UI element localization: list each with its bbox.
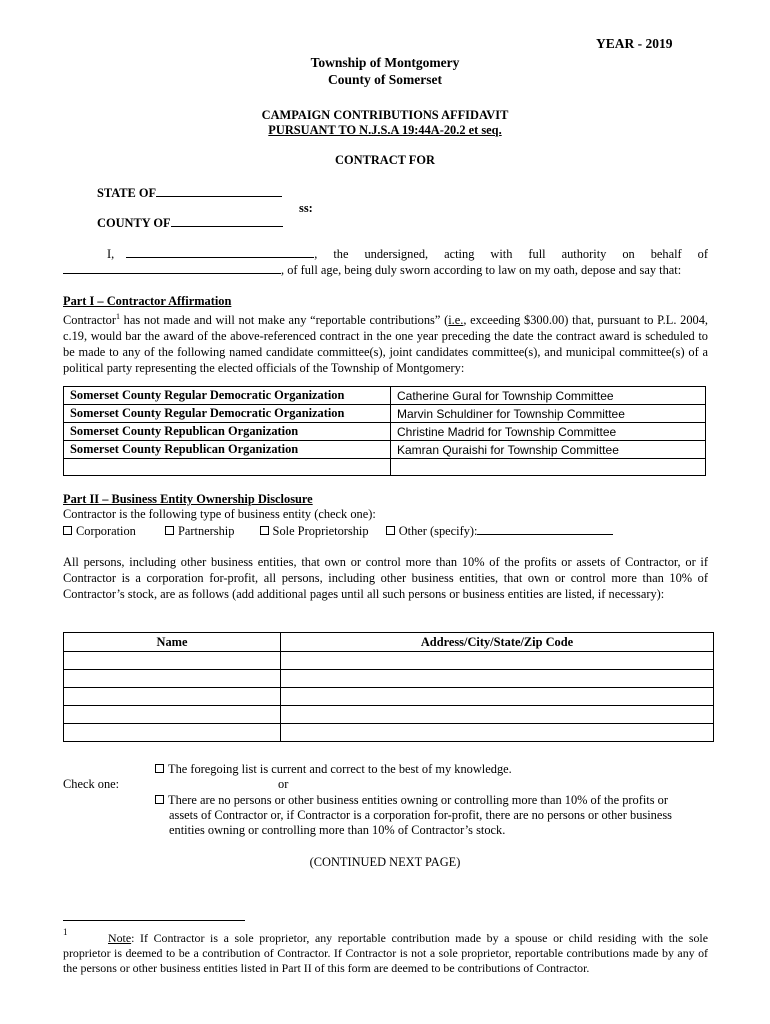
table-row — [64, 670, 714, 688]
oath-line-1 — [63, 246, 708, 262]
table-header-row — [64, 633, 714, 652]
option-sole-proprietorship[interactable] — [260, 524, 369, 538]
committee-candidate: Kamran Quraishi for Township Committee — [391, 441, 706, 459]
other-specify-blank[interactable] — [477, 523, 613, 535]
checkbox-icon[interactable] — [155, 795, 164, 804]
state-of-label: STATE OF — [97, 186, 157, 200]
option-corporation[interactable] — [63, 524, 136, 538]
name-cell[interactable] — [64, 670, 281, 688]
table-row-empty — [64, 459, 706, 476]
committee-candidate: Catherine Gural for Township Committee — [391, 387, 706, 405]
table-row — [64, 724, 714, 742]
part1-paragraph — [63, 309, 708, 376]
name-cell[interactable] — [64, 688, 281, 706]
address-cell[interactable] — [281, 688, 714, 706]
affiant-name-blank[interactable] — [126, 246, 314, 258]
table-row — [64, 652, 714, 670]
county-of-label: COUNTY OF — [97, 216, 171, 230]
table-row — [64, 405, 706, 423]
footnote-number: 1 — [63, 927, 68, 937]
address-cell[interactable] — [281, 706, 714, 724]
checkbox-icon[interactable] — [386, 526, 395, 535]
name-cell[interactable] — [64, 724, 281, 742]
option-partnership[interactable] — [165, 524, 234, 538]
oath-line1-text: , the undersigned, acting with full authority on behalf of — [314, 247, 708, 261]
contract-for: CONTRACT FOR — [335, 153, 435, 167]
committee-candidate: Christine Madrid for Township Committee — [391, 423, 706, 441]
entity-type-options — [63, 523, 723, 539]
county-blank[interactable] — [171, 215, 283, 227]
checkbox-icon[interactable] — [63, 526, 72, 535]
committee-org: Somerset County Republican Organization — [64, 423, 391, 441]
oath-line-2 — [63, 262, 713, 278]
part1-text-a: has not made and will not make any “reportable contributions” ( — [120, 313, 449, 328]
year-label: YEAR - 2019 — [596, 36, 673, 51]
ss-label: ss: — [299, 201, 313, 215]
committee-candidate: Marvin Schuldiner for Township Committee — [391, 405, 706, 423]
committee-org: Somerset County Republican Organization — [64, 441, 391, 459]
footnote-divider — [63, 920, 245, 921]
check-option-2 — [155, 793, 668, 808]
part1-heading: Part I – Contractor Affirmation — [63, 294, 232, 308]
part1-text-b: , exceeding $300.00) that, pursuant to P.L. 2004, c.19, would bar the award of the above-referenced contract in the one year preceding the date the contract award is scheduled to be made to any of the following named candidate committee(s), joint candidates committee(s), and municipal committee(s) of a political party representing the elected officials of the Township of Montgomery: — [63, 313, 709, 376]
committee-org: Somerset County Regular Democratic Organization — [64, 405, 391, 423]
check-option-2-line-2: assets of Contractor or, if Contractor is a corporation for-profit, there are no persons or other business — [169, 808, 672, 822]
pursuant-statute: PURSUANT TO N.J.S.A 19:44A-20.2 et seq. — [268, 123, 502, 137]
name-cell[interactable] — [64, 706, 281, 724]
option-other[interactable] — [386, 524, 614, 538]
check-option-2-line-1: There are no persons or other business entities owning or controlling more than 10% of the profits or — [168, 793, 668, 807]
option-partnership-label: Partnership — [178, 524, 235, 538]
footnote-body: : If Contractor is a sole proprietor, any reportable contribution made by a spouse or child residing with the sole proprietor is deemed to be a contribution of Contractor. If Contractor is not a sole proprietor, reportable contributions made by any of the persons or other business entities listed in Part II of this form are deemed to be contributions of Contractor. — [63, 931, 708, 975]
empty-cell[interactable] — [391, 459, 706, 476]
option-sole-label: Sole Proprietorship — [272, 524, 369, 538]
table-row — [64, 441, 706, 459]
footnote-text — [63, 931, 708, 976]
county-of-line — [97, 215, 283, 231]
option-other-label: Other (specify): — [398, 524, 478, 538]
address-cell[interactable] — [281, 652, 714, 670]
check-one-label: Check one: — [63, 777, 120, 791]
state-blank[interactable] — [156, 185, 282, 197]
committee-table — [63, 386, 706, 476]
check-option-2-line-3: entities owning or controlling more than 10% of Contractor’s stock. — [169, 823, 506, 837]
check-option-1-label: The foregoing list is current and correct to the best of my knowledge. — [168, 762, 512, 776]
option-corporation-label: Corporation — [76, 524, 136, 538]
footnote-ref: 1 — [116, 312, 120, 321]
contractor-word: Contractor — [63, 313, 116, 328]
address-cell[interactable] — [281, 670, 714, 688]
committee-org: Somerset County Regular Democratic Organization — [64, 387, 391, 405]
ownership-table — [63, 632, 714, 742]
behalf-of-blank[interactable] — [63, 262, 281, 274]
part2-heading: Part II – Business Entity Ownership Disclosure — [63, 492, 313, 506]
ie-abbrev: i.e. — [448, 313, 464, 328]
oath-line2-text: , of full age, being duly sworn according to law on my oath, depose and say that: — [281, 263, 682, 277]
checkbox-icon[interactable] — [155, 764, 164, 773]
table-row — [64, 688, 714, 706]
table-row — [64, 706, 714, 724]
continued-label: (CONTINUED NEXT PAGE) — [309, 855, 461, 869]
footnote-note-label: Note — [108, 931, 132, 945]
or-label: or — [278, 777, 289, 791]
col-header-name: Name — [64, 633, 281, 652]
check-option-1 — [155, 762, 512, 777]
state-of-line — [97, 185, 282, 201]
table-row — [64, 423, 706, 441]
table-row — [64, 387, 706, 405]
address-cell[interactable] — [281, 724, 714, 742]
checkbox-icon[interactable] — [260, 526, 269, 535]
county-title: County of Somerset — [328, 72, 442, 87]
affidavit-title: CAMPAIGN CONTRIBUTIONS AFFIDAVIT — [261, 108, 509, 122]
ownership-paragraph: All persons, including other business entities, that own or control more than 10% of the profits or assets of Contractor, or if Contractor is a corporation for-profit, all persons, including other business entities, that own or control more than 10% of Contractor’s stock, are as follows (add additional pages until all such persons or business entities are listed, if necessary): — [63, 555, 708, 601]
checkbox-icon[interactable] — [165, 526, 174, 535]
part2-intro: Contractor is the following type of business entity (check one): — [63, 507, 376, 521]
name-cell[interactable] — [64, 652, 281, 670]
empty-cell[interactable] — [64, 459, 391, 476]
oath-i: I, — [107, 247, 115, 261]
township-title: Township of Montgomery — [310, 55, 460, 70]
col-header-address: Address/City/State/Zip Code — [281, 633, 714, 652]
